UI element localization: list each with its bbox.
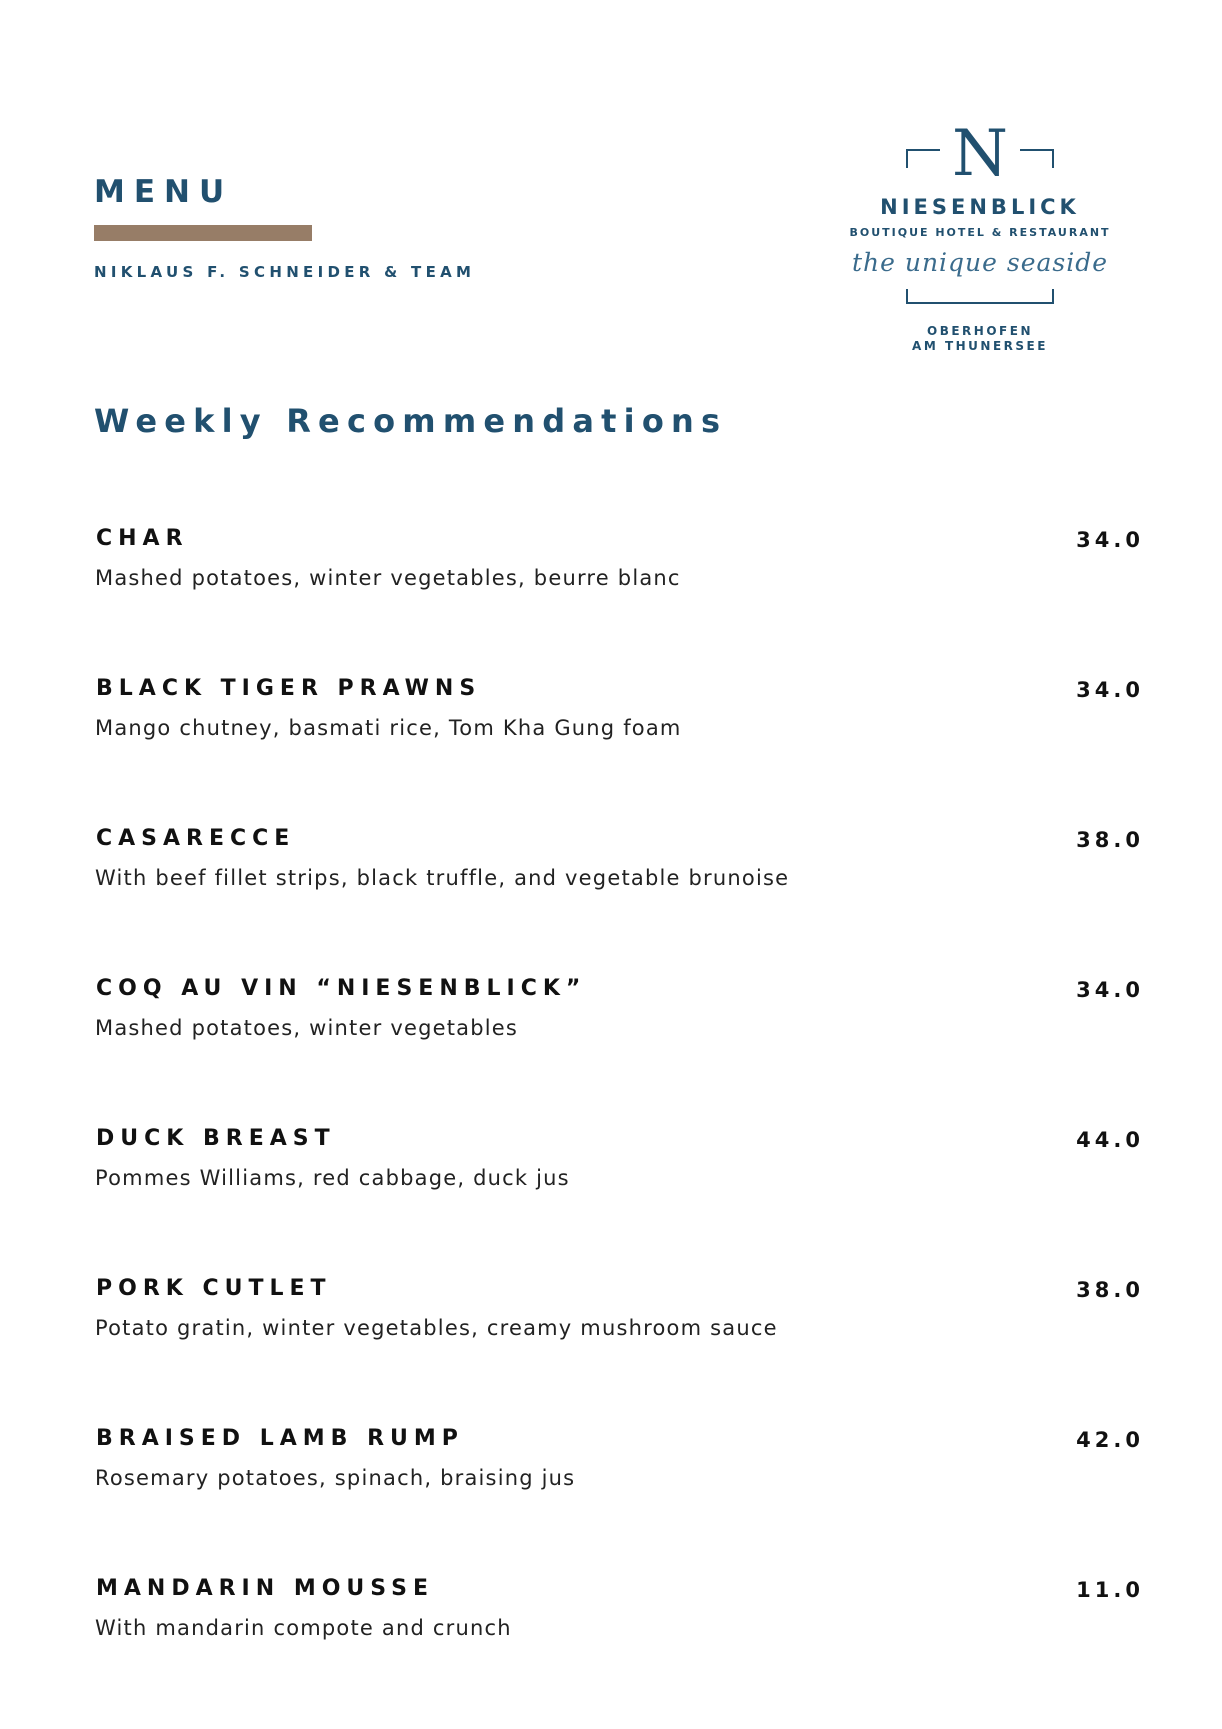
dish-price: 42.0 (1076, 1428, 1144, 1452)
dish-name: CHAR (96, 526, 189, 551)
chef-credit: NIKLAUS F. SCHNEIDER & TEAM (94, 263, 476, 281)
dish-price: 11.0 (1076, 1578, 1144, 1602)
menu-item (94, 526, 1144, 616)
dish-description: Pommes Williams, red cabbage, duck jus (95, 1166, 570, 1190)
logo-tagline: BOUTIQUE HOTEL & RESTAURANT (849, 226, 1111, 239)
menu-item (94, 1576, 1144, 1666)
menu-item (94, 826, 1144, 916)
logo-location-line2: AM THUNERSEE (912, 339, 1048, 353)
dish-description: With beef fillet strips, black truffle, and vegetable brunoise (95, 866, 790, 890)
section-heading: Weekly Recommendations (94, 402, 728, 440)
logo-name: NIESENBLICK (880, 195, 1080, 219)
logo-monogram: N (952, 117, 1008, 191)
dish-name: BLACK TIGER PRAWNS (96, 676, 482, 701)
menu-item (94, 676, 1144, 766)
menu-item (94, 976, 1144, 1066)
dish-name: PORK CUTLET (96, 1276, 332, 1301)
logo-location-line1: OBERHOFEN (927, 324, 1033, 338)
dish-name: MANDARIN MOUSSE (96, 1576, 435, 1601)
dish-price: 38.0 (1076, 1278, 1144, 1302)
logo-script: the unique seaside (851, 248, 1109, 277)
title-underline-bar (94, 225, 312, 241)
dish-description: Rosemary potatoes, spinach, braising jus (95, 1466, 576, 1490)
dish-description: With mandarin compote and crunch (95, 1616, 512, 1640)
dish-name: BRAISED LAMB RUMP (96, 1426, 464, 1451)
dish-price: 38.0 (1076, 828, 1144, 852)
hotel-logo (840, 110, 1120, 360)
menu-item (94, 1426, 1144, 1516)
dish-price: 44.0 (1076, 1128, 1144, 1152)
dish-price: 34.0 (1076, 978, 1144, 1002)
menu-title: MENU (94, 174, 234, 210)
dish-price: 34.0 (1076, 678, 1144, 702)
dish-name: DUCK BREAST (96, 1126, 336, 1151)
dish-name: CASARECCE (96, 826, 296, 851)
menu-item (94, 1276, 1144, 1366)
menu-item (94, 1126, 1144, 1216)
dish-description: Mango chutney, basmati rice, Tom Kha Gung foam (95, 716, 682, 740)
dish-description: Mashed potatoes, winter vegetables, beurre blanc (95, 566, 681, 590)
dish-name: COQ AU VIN “NIESENBLICK” (96, 976, 587, 1001)
dish-description: Potato gratin, winter vegetables, creamy mushroom sauce (95, 1316, 778, 1340)
dish-description: Mashed potatoes, winter vegetables (95, 1016, 519, 1040)
dish-price: 34.0 (1076, 528, 1144, 552)
